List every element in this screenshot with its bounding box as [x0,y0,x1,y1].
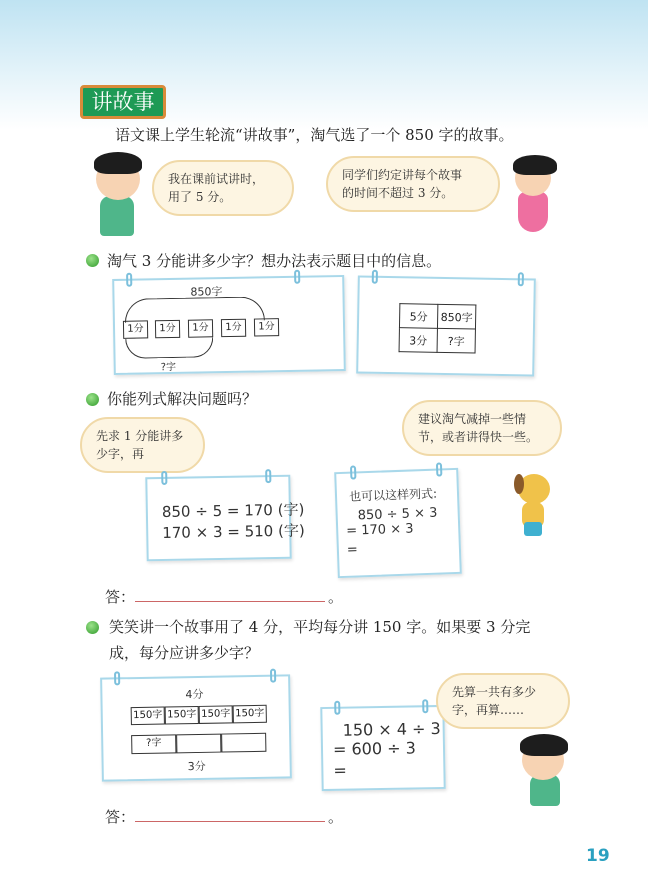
segment-cell: 150字 [165,706,199,725]
table-cell: ?字 [437,328,475,353]
table-cell: 5分 [399,304,437,329]
segment-cell [221,733,266,753]
table-cell: 3分 [399,328,437,353]
table-cell: 850字 [437,304,475,329]
page-number: 19 [586,846,610,866]
calc-line: 150 × 4 ÷ 3 [342,718,441,740]
calc-line: 170 × 3 = 510 (字) [162,521,305,542]
calc-line: = [346,542,359,558]
answer-period-2: 。 [328,808,344,826]
bubble-line: 建议淘气减掉一些情 [418,412,527,426]
bubble-line: 同学们约定讲每个故事 [342,168,463,182]
minute-box: 1分 [221,319,246,337]
speech-bubble-girl [326,156,500,212]
bubble-line: 字，再算…… [452,703,525,717]
calc-line: 850 ÷ 5 = 170 (字) [161,500,305,521]
boy-illustration-2 [516,734,570,806]
dog-illustration [512,472,560,546]
bubble-line: 节，或者讲得快一些。 [418,430,539,444]
thought-bubble-hint [80,417,205,473]
bottom-label: 3分 [187,759,206,774]
question-3-line-1: 笑笑讲一个故事用了 4 分，平均每分讲 150 字。如果要 3 分完 [109,618,531,636]
bubble-line: 我在课前试讲时， [168,172,265,186]
calc-line: = 170 × 3 [345,521,414,539]
question-3-line-2: 成，每分应讲多少字？ [109,644,260,662]
combined-calc-card [334,468,462,578]
question-label: ?字 [160,361,177,374]
ratio-table [399,303,477,353]
table-card [356,275,536,376]
segment-diagram-card [100,674,292,781]
segment-cell: 150字 [233,705,267,724]
calc-card-3 [320,705,445,791]
speech-bubble-boy [152,160,294,216]
answer-input-2[interactable] [135,806,325,822]
speech-bubble-dog [402,400,562,456]
segment-cell [176,734,221,754]
answer-label-2: 答： [105,808,136,826]
answer-input-1[interactable] [135,586,325,602]
calc-line: = [333,760,347,780]
answer-label: 答： [105,588,136,606]
minute-box: 1分 [254,318,279,336]
card-heading: 也可以这样列式: [348,486,438,504]
thought-bubble-boy [436,673,570,729]
bullet-icon [86,254,99,267]
step-calc-card [145,475,305,562]
section-title: 讲故事 [80,85,166,119]
calc-line: 850 ÷ 5 × 3 [357,505,438,524]
segment-cell: ?字 [131,734,176,754]
line-diagram-card [112,275,346,375]
answer-period: 。 [328,588,344,606]
top-label: 4分 [185,687,204,702]
bullet-icon [86,393,99,406]
girl-illustration [510,152,560,236]
calc-line: = 600 ÷ 3 [332,738,416,759]
bubble-line: 先算一共有多少 [452,685,537,699]
intro-text: 语文课上学生轮流“讲故事”，淘气选了一个 850 字的故事。 [115,126,514,144]
question-1: 淘气 3 分能讲多少字？想办法表示题目中的信息。 [107,252,442,270]
minute-box: 1分 [155,320,180,338]
bubble-line: 少字，再 [96,447,145,461]
minute-box: 1分 [188,319,213,337]
bubble-line: 用了 5 分。 [168,190,232,204]
total-label: 850字 [190,285,223,299]
bubble-line: 的时间不超过 3 分。 [342,186,454,200]
minute-box: 1分 [123,320,148,338]
boy-illustration [92,150,152,242]
segment-cell: 150字 [131,707,165,726]
bubble-line: 先求 1 分能讲多 [96,429,184,443]
segment-cell: 150字 [199,705,233,724]
bullet-icon [86,621,99,634]
question-2: 你能列式解决问题吗？ [107,390,258,408]
